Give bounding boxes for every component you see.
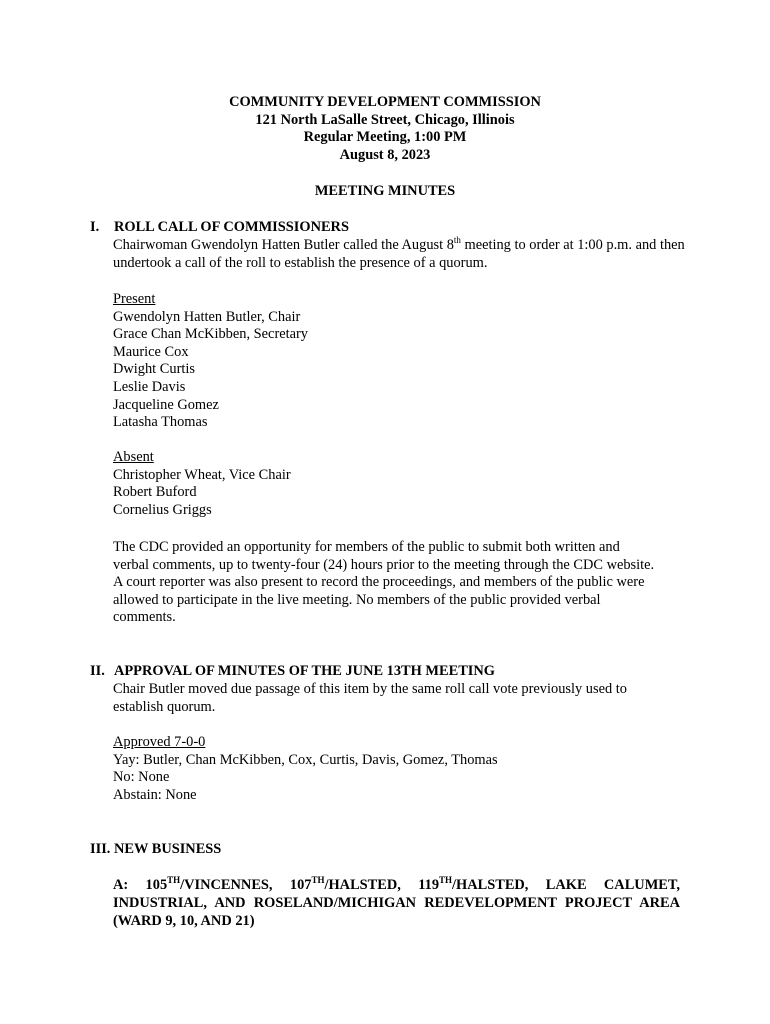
section-2-paragraph xyxy=(113,681,658,716)
item-a-sup: TH xyxy=(439,875,453,886)
vote-label: Approved 7-0-0 xyxy=(113,734,206,750)
item-a-text: /HALSTED, LAKE CALUMET, INDUSTRIAL, AND ROSELAND/MICHIGAN REDEVELOPMENT PROJECT AREA (WARD 9, 10, AND 21) xyxy=(113,877,680,929)
vote-abstain: Abstain: None xyxy=(113,786,197,803)
section-1-heading xyxy=(90,219,349,237)
section-2-text: Chair Butler moved due passage of this item by the same roll call vote previously used to establish quorum. xyxy=(113,681,627,715)
header-organization: COMMUNITY DEVELOPMENT COMMISSION xyxy=(229,94,541,110)
item-a-sup: TH xyxy=(167,875,181,886)
section-1-title: ROLL CALL OF COMMISSIONERS xyxy=(114,219,349,235)
present-list xyxy=(113,291,683,432)
item-a-sup: TH xyxy=(311,875,325,886)
document-header xyxy=(0,94,770,164)
new-business-item-a xyxy=(113,876,680,930)
section-1-intro xyxy=(113,237,685,272)
section-2-title: APPROVAL OF MINUTES OF THE JUNE 13TH MEETING xyxy=(114,663,495,679)
item-a-text: /HALSTED, 119 xyxy=(324,877,440,893)
item-a-text: /VINCENNES, 107 xyxy=(180,877,312,893)
absent-member: Cornelius Griggs xyxy=(113,501,212,518)
header-date: August 8, 2023 xyxy=(339,146,431,163)
present-label: Present xyxy=(113,291,156,307)
absent-list xyxy=(113,449,683,519)
roll-call-text-a: Chairwoman Gwendolyn Hatten Butler called the August 8 xyxy=(113,237,454,253)
header-meeting-type: Regular Meeting, 1:00 PM xyxy=(303,129,467,146)
section-1-number: I. xyxy=(90,219,100,235)
roll-call-sup: th xyxy=(453,235,461,246)
present-member: Jacqueline Gomez xyxy=(113,396,219,413)
roll-call-text-b: meeting to order at 1:00 p.m. and then undertook a call of the roll to establish the presence of a quorum. xyxy=(113,237,685,271)
absent-label: Absent xyxy=(113,449,154,465)
document-title: MEETING MINUTES xyxy=(314,183,456,199)
vote-no: No: None xyxy=(113,769,170,786)
absent-member: Christopher Wheat, Vice Chair xyxy=(113,466,291,483)
absent-member: Robert Buford xyxy=(113,484,197,501)
present-member: Dwight Curtis xyxy=(113,361,195,378)
section-3-heading: III. NEW BUSINESS xyxy=(90,841,222,857)
section-2-heading xyxy=(90,663,495,681)
present-member: Latasha Thomas xyxy=(113,414,208,431)
section-2-number: II. xyxy=(90,663,105,679)
present-member: Leslie Davis xyxy=(113,378,186,395)
present-member: Gwendolyn Hatten Butler, Chair xyxy=(113,308,301,325)
vote-block xyxy=(113,734,683,804)
public-comment-text: The CDC provided an opportunity for members of the public to submit both written and verbal comments, up to twenty-four (24) hours prior to the meeting through the CDC website. A court reporter was also present to record the proceedings, and members of the public were allowed to participate in the live meeting. No members of the public provided verbal comments. xyxy=(113,539,655,626)
present-member: Grace Chan McKibben, Secretary xyxy=(113,326,308,343)
item-a-text: A: 105 xyxy=(113,877,168,893)
public-comment-paragraph xyxy=(113,539,658,627)
vote-yay: Yay: Butler, Chan McKibben, Cox, Curtis, Davis, Gomez, Thomas xyxy=(113,751,498,768)
header-address: 121 North LaSalle Street, Chicago, Illinois xyxy=(255,111,515,128)
present-member: Maurice Cox xyxy=(113,343,189,360)
